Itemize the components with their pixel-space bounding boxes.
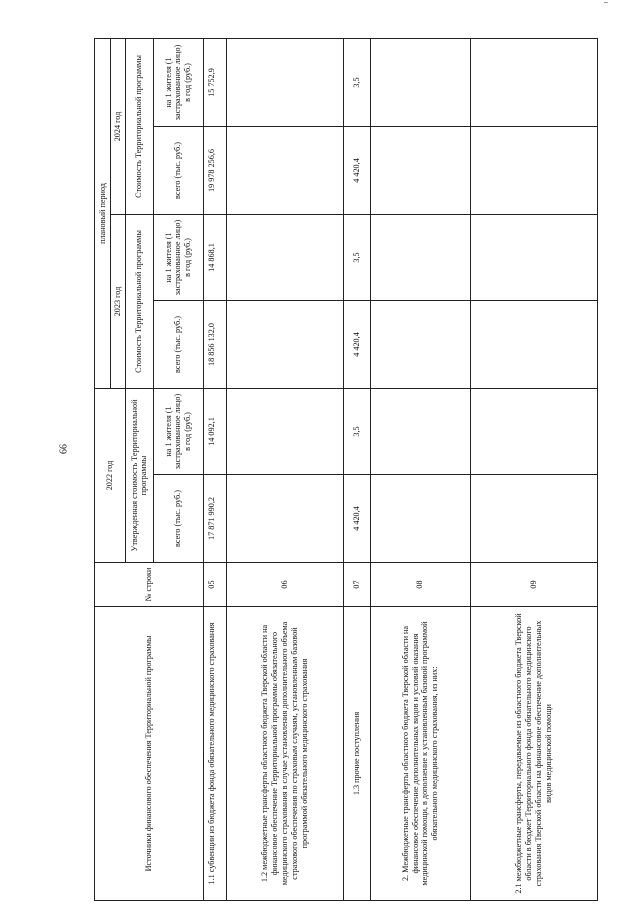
cell-2023-total (470, 300, 597, 388)
cell-2024-per-resident (226, 38, 343, 126)
cell-2022-per-resident (226, 388, 343, 474)
header-program-cost-2023: Стоимость Территориальной программы (125, 214, 153, 388)
row-line-number: 08 (370, 563, 470, 607)
cell-2023-per-resident (370, 214, 470, 300)
cell-2024-total (370, 126, 470, 214)
cell-2022-total: 4 420,4 (343, 475, 370, 563)
cell-2023-total (370, 300, 470, 388)
cell-2024-per-resident (370, 38, 470, 126)
cell-2023-per-resident (226, 214, 343, 300)
cell-2024-total: 4 420,4 (343, 126, 370, 214)
header-approved-cost: Утвержденная стоимость Территориальной программы (125, 388, 153, 562)
cell-2022-total (470, 475, 597, 563)
header-planned-period: плановый период (95, 38, 111, 388)
row-source: 1.3 прочие поступления (343, 607, 370, 901)
header-year-2022: 2022 год (95, 388, 126, 562)
header-line-no: № строки (95, 563, 204, 607)
cell-2022-total (370, 475, 470, 563)
scan-artifact (604, 2, 608, 3)
cell-2023-per-resident: 14 868,1 (203, 214, 226, 300)
cell-2023-per-resident: 3,5 (343, 214, 370, 300)
page-number: 99 (56, 444, 68, 454)
table-row (470, 38, 597, 900)
cell-2022-per-resident: 3,5 (343, 388, 370, 474)
financing-sources-table (94, 38, 598, 901)
cell-2023-total: 18 856 132,0 (203, 300, 226, 388)
cell-2022-total (226, 475, 343, 563)
table-row (343, 38, 370, 900)
cell-2024-total (470, 126, 597, 214)
rotated-table-container (94, 39, 596, 901)
cell-2023-total (226, 300, 343, 388)
header-total-2023: всего (тыс. руб.) (153, 300, 203, 388)
row-source: 2. Межбюджетные трансферты областного бюджета Тверской области на финансовое обеспечение дополнительных видов и условий оказания медицинской помощи, в дополнение к установленным базовой программой обязательного медицинского страхования, из них: (370, 607, 470, 901)
header-year-2024: 2024 год (111, 38, 126, 214)
header-year-2023: 2023 год (111, 214, 126, 388)
cell-2022-per-resident: 14 092,1 (203, 388, 226, 474)
row-source: 1.2 межбюджетные трансферты областного бюджета Тверской области на финансовое обеспечение Территориальной программы обязательного медицинского страхования в случае установления дополнительного объема страхового обеспечения по страховым случаям, установленным базовой программой обязательного медицинского страхования (226, 607, 343, 901)
cell-2024-per-resident (470, 38, 597, 126)
row-line-number: 09 (470, 563, 597, 607)
cell-2022-per-resident (370, 388, 470, 474)
header-per-resident-2022: на 1 жителя (1 застрахованное лицо) в год (руб.) (153, 388, 203, 474)
row-line-number: 07 (343, 563, 370, 607)
table-row (370, 38, 470, 900)
cell-2024-per-resident: 15 752,9 (203, 38, 226, 126)
row-line-number: 05 (203, 563, 226, 607)
header-per-resident-2023: на 1 жителя (1 застрахованное лицо) в год (руб.) (153, 214, 203, 300)
cell-2024-total: 19 978 256,6 (203, 126, 226, 214)
header-total-2024: всего (тыс. руб.) (153, 126, 203, 214)
header-total-2022: всего (тыс. руб.) (153, 475, 203, 563)
row-line-number: 06 (226, 563, 343, 607)
cell-2022-per-resident (470, 388, 597, 474)
header-per-resident-2024: на 1 жителя (1 застрахованное лицо) в год (руб.) (153, 38, 203, 126)
row-source: 1.1 субвенции из бюджета фонда обязательного медицинского страхования (203, 607, 226, 901)
header-program-cost-2024: Стоимость Территориальной программы (125, 38, 153, 214)
header-source: Источники финансового обеспечения Территориальной программы (95, 607, 204, 901)
cell-2023-per-resident (470, 214, 597, 300)
cell-2023-total: 4 420,4 (343, 300, 370, 388)
row-source: 2.1 межбюджетные трансферты, передаваемые из областного бюджета Тверской области в бюджет Территориального фонда обязательного медицинского страхования Тверской области на финансовое обеспечение дополнительных видов медицинской помощи (470, 607, 597, 901)
table-row (226, 38, 343, 900)
cell-2022-total: 17 871 990,2 (203, 475, 226, 563)
cell-2024-per-resident: 3,5 (343, 38, 370, 126)
table-row (203, 38, 226, 900)
cell-2024-total (226, 126, 343, 214)
